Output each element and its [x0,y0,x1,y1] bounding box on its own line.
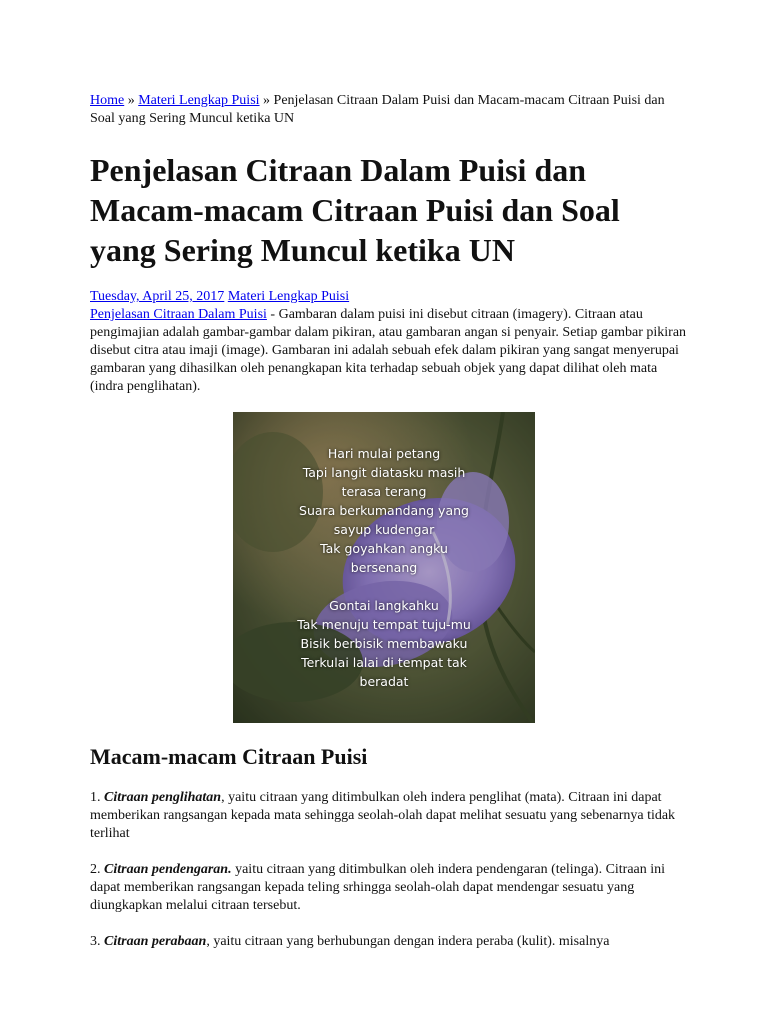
poem-line: Bisik berbisik membawaku [300,636,468,651]
section-heading: Macam-macam Citraan Puisi [90,744,368,769]
poem-line: Tak menuju tempat tuju-mu [297,617,471,632]
item-text: yaitu citraan yang ditimbulkan oleh indera pendengaran (telinga). Citraan ini dapat memberikan rangsangan kepada teling srhingga seolah-olah dapat mendengar sesuatu yang diungkapkan melalui citraan tersebut. [90,862,666,913]
item-term: Citraan pendengaran. [104,862,232,877]
article-date-link[interactable]: Tuesday, April 25, 2017 [90,289,225,304]
item-term: Citraan perabaan [104,934,207,949]
poem-line: beradat [359,674,409,689]
poem-line: Tak goyahkan angku [320,541,448,556]
poem-line: sayup kudengar [333,522,435,537]
poem-line: Suara berkumandang yang [299,503,469,518]
list-item [90,933,690,951]
item-text: , yaitu citraan yang ditimbulkan oleh indera penglihat (mata). Citraan ini dapat memberikan rangsangan kepada mata sehingga seolah-olah dapat melihat sesuatu yang sebenarnya tidak terlihat [90,790,676,841]
item-text: , yaitu citraan yang berhubungan dengan indera peraba (kulit). misalnya [206,934,610,949]
item-number: 2. [90,862,104,877]
item-term: Citraan penglihatan [104,790,222,805]
poem-image [233,412,535,723]
list-item [90,789,690,843]
poem-line: Tapi langit diatasku masih [302,465,466,480]
article-page [90,92,690,951]
poem-line: Terkulai lalai di tempat tak [301,655,467,670]
article-category-link[interactable]: Materi Lengkap Puisi [227,289,350,304]
list-item [90,861,690,915]
article-meta [90,288,690,306]
intro-text: - Gambaran dalam puisi ini disebut citraan (imagery). Citraan atau pengimajian adalah gambar-gambar dalam pikiran, atau gambaran angan si penyair. Setiap gambar pikiran disebut citra atau imaji (image). Gambaran ini adalah sebuah efek dalam pikiran yang sangat menyerupai gambaran yang dihasilkan oleh penangkapan kita terhadap sebuah objek yang dapat dilihat oleh mata (indra penglihatan). [90,307,687,394]
poem-line: terasa terang [341,484,427,499]
poem-line: Gontai langkahku [329,598,439,613]
item-number: 1. [90,790,104,805]
breadcrumb-separator: » [124,93,139,108]
breadcrumb-separator: » [259,93,274,108]
breadcrumb-home-link[interactable]: Home [90,93,125,108]
poem-text [233,444,535,691]
intro-link[interactable]: Penjelasan Citraan Dalam Puisi [90,307,267,322]
item-number: 3. [90,934,104,949]
stanza-gap [233,577,535,596]
article-title: Penjelasan Citraan Dalam Puisi dan Macam-macam Citraan Puisi dan Soal yang Sering Muncul ketika UN [90,152,620,268]
breadcrumb-current: Penjelasan Citraan Dalam Puisi dan Macam-macam Citraan Puisi dan Soal yang Sering Muncul ketika UN [90,93,665,126]
breadcrumb [90,92,690,128]
poem-line: bersenang [350,560,418,575]
article-intro [90,306,690,396]
poem-line: Hari mulai petang [327,446,441,461]
breadcrumb-category-link[interactable]: Materi Lengkap Puisi [138,93,260,108]
